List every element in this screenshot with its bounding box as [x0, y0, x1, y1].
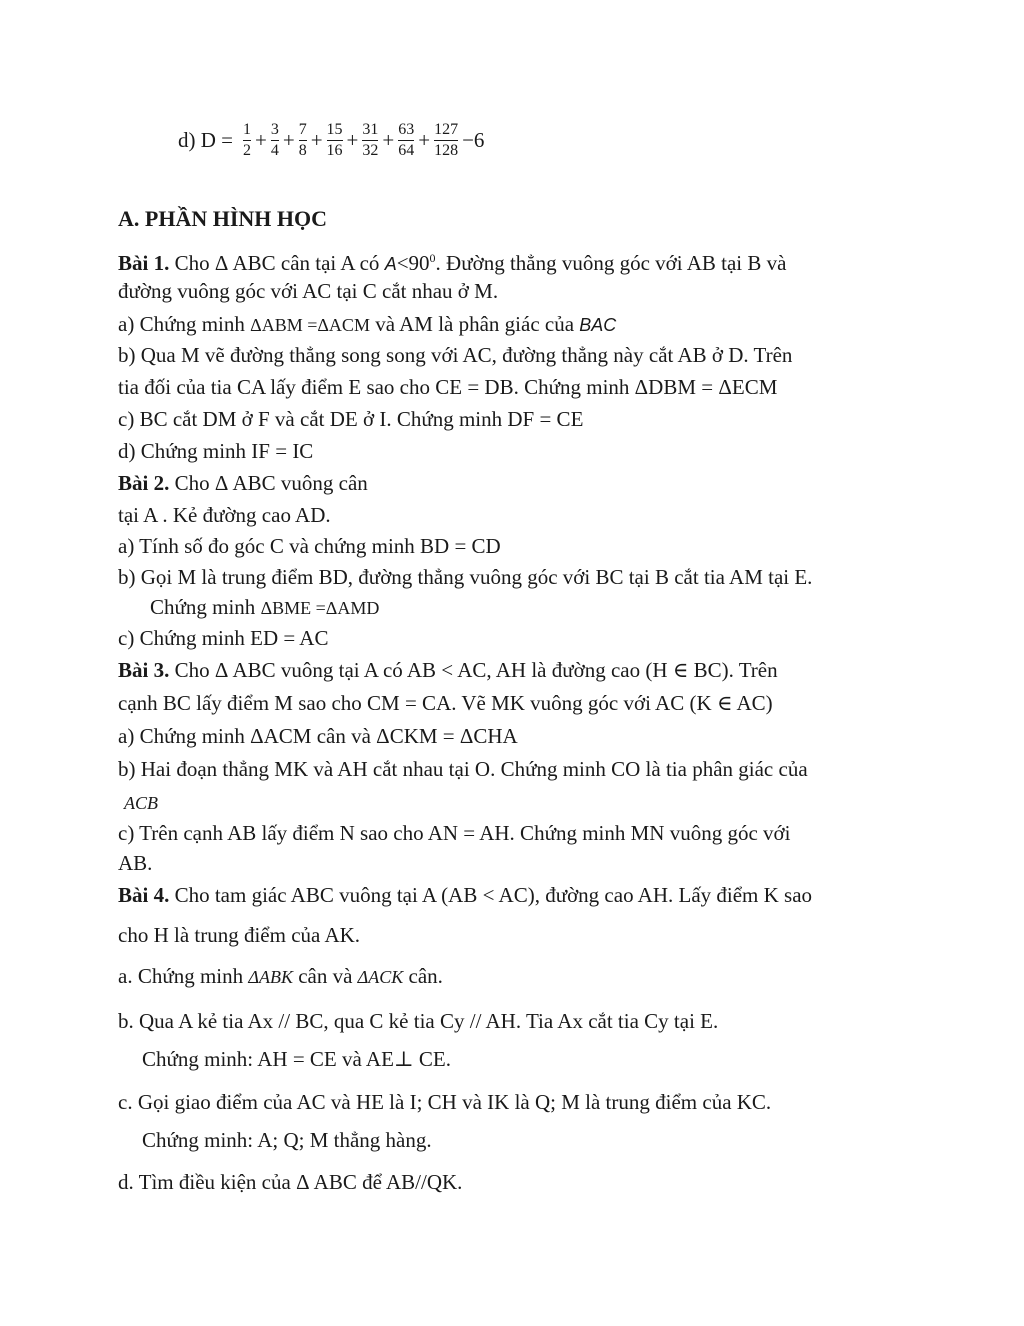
bai4-part-d: d. Tìm điều kiện của Δ ABC để AB//QK. — [118, 1170, 463, 1194]
bai3-part-b: b) Hai đoạn thẳng MK và AH cắt nhau tại O. Chứng minh CO là tia phân giác của — [118, 757, 808, 781]
bai2-line1: Bài 2. Cho Δ ABC vuông cân — [118, 471, 368, 495]
bai4-part-b2: Chứng minh: AH = CE và AE⊥ CE. — [142, 1047, 451, 1071]
bai4-part-a: a. Chứng minh ΔABK cân và ΔACK cân. — [118, 964, 443, 988]
fraction: $\frac{3}{4}$ — [270, 121, 279, 159]
bai1-part-d: d) Chứng minh IF = IC — [118, 439, 314, 463]
bai3-part-a: a) Chứng minh ΔACM cân và ΔCKM = ΔCHA — [118, 724, 518, 748]
formula-d — [178, 120, 486, 161]
bai1-title: Bài 1. — [118, 251, 170, 275]
bai2-part-b1: b) Gọi M là trung điểm BD, đường thẳng vuông góc với BC tại B cắt tia AM tại E. — [118, 565, 813, 589]
bai2-part-a: a) Tính số đo góc C và chứng minh BD = CD — [118, 534, 501, 558]
bai4-part-c1: c. Gọi giao điểm của AC và HE là I; CH và IK là Q; M là trung điểm của KC. — [118, 1090, 772, 1114]
bai3-part-c2: AB. — [118, 851, 153, 875]
plus-sign: + — [282, 128, 295, 152]
bai1-part-b1: b) Qua M vẽ đường thẳng song song với AC, đường thẳng này cắt AB ở D. Trên — [118, 343, 793, 367]
bai3-line2: cạnh BC lấy điểm M sao cho CM = CA. Vẽ MK vuông góc với AC (K ∈ AC) — [118, 691, 773, 715]
bai1-line2: đường vuông góc với AC tại C cắt nhau ở M. — [118, 279, 499, 303]
plus-sign: + — [346, 128, 359, 152]
bai4-part-b1: b. Qua A kẻ tia Ax // BC, qua C kẻ tia Cy // AH. Tia Ax cắt tia Cy tại E. — [118, 1009, 719, 1033]
bai4-title: Bài 4. — [118, 883, 170, 907]
plus-sign: + — [255, 128, 267, 152]
fraction: $\frac{1}{2}$ — [243, 121, 252, 159]
fraction: $\frac{127}{128}$ — [434, 121, 459, 159]
fraction: $\frac{15}{16}$ — [326, 121, 343, 159]
bai4-part-c2: Chứng minh: A; Q; M thẳng hàng. — [142, 1128, 432, 1152]
bai3-part-c1: c) Trên cạnh AB lấy điểm N sao cho AN = AH. Chứng minh MN vuông góc với — [118, 821, 791, 845]
bai2-part-c: c) Chứng minh ED = AC — [118, 626, 329, 650]
fraction: $\frac{7}{8}$ — [298, 121, 307, 159]
bai3-title: Bài 3. — [118, 658, 170, 682]
bai1-part-c: c) BC cắt DM ở F và cắt DE ở I. Chứng minh DF = CE — [118, 407, 584, 431]
bai1-part-b2: tia đối của tia CA lấy điểm E sao cho CE = DB. Chứng minh ΔDBM = ΔECM — [118, 375, 778, 399]
fraction: $\frac{31}{32}$ — [362, 121, 379, 159]
fraction: $\frac{63}{64}$ — [398, 121, 415, 159]
bai2-title: Bài 2. — [118, 471, 170, 495]
bai3-line1: Bài 3. Cho Δ ABC vuông tại A có AB < AC, AH là đường cao (H ∈ BC). Trên — [118, 658, 778, 682]
bai4-line1: Bài 4. Cho tam giác ABC vuông tại A (AB < AC), đường cao AH. Lấy điểm K sao — [118, 883, 813, 907]
bai2-line2: tại A . Kẻ đường cao AD. — [118, 503, 331, 527]
plus-sign: + — [418, 128, 431, 152]
bai1-part-a: a) Chứng minh ΔABM =ΔACM và AM là phân giác của BAC — [118, 312, 617, 336]
section-heading: A. PHẦN HÌNH HỌC — [118, 206, 327, 231]
formula-tail: −6 — [462, 128, 485, 152]
plus-sign: + — [310, 128, 323, 152]
plus-sign: + — [382, 128, 395, 152]
bai2-part-b2: Chứng minh ΔBME =ΔAMD — [150, 595, 380, 619]
bai4-line2: cho H là trung điểm của AK. — [118, 923, 361, 947]
bai1-line1: Bài 1. Cho Δ ABC cân tại A có $A<90^0$. Đường thẳng vuông góc với AB tại B và — [118, 251, 787, 275]
bai3-angle-acb: ACB — [124, 793, 158, 813]
formula-prefix: d) D = — [178, 128, 234, 152]
